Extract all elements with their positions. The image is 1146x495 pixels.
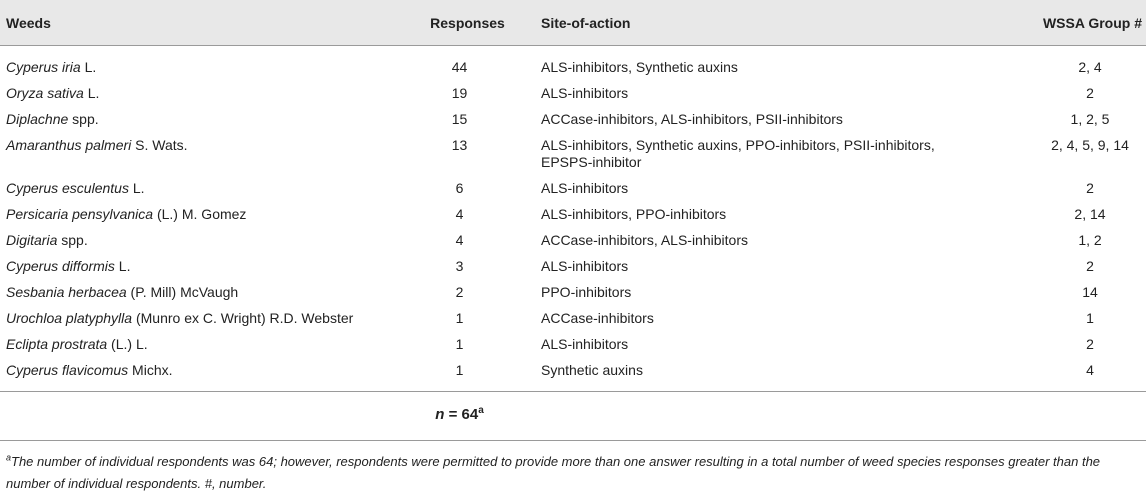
responses-cell: 4: [455, 206, 464, 222]
total-n-value: [435, 406, 484, 423]
table-row: [0, 201, 1146, 227]
site-of-action-cell: ALS-inhibitors: [541, 180, 629, 196]
table-row: [0, 227, 1146, 253]
responses-cell: 1: [400, 357, 535, 392]
total-cell: [400, 392, 535, 441]
weed-cell: [0, 46, 400, 81]
weed-authority: L.: [128, 180, 145, 196]
weed-species-name: Urochloa platyphylla: [6, 310, 133, 326]
weed-cell: [0, 175, 400, 201]
site-of-action-cell: ALS-inhibitors: [541, 336, 629, 352]
footnote-marker: a: [6, 452, 12, 463]
header-wssa-group: WSSA Group #: [990, 0, 1146, 46]
responses-cell: 1: [455, 310, 464, 326]
weed-authority: spp.: [68, 111, 99, 127]
wssa-group-cell: 2, 14: [1074, 206, 1106, 222]
total-empty-cell: [535, 392, 990, 441]
weed-authority: (Munro ex C. Wright) R.D. Webster: [132, 310, 354, 326]
weed-cell: [0, 80, 400, 106]
site-of-action-cell: ALS-inhibitors: [541, 85, 629, 101]
table-row: [0, 80, 1146, 106]
weed-authority: L.: [114, 258, 131, 274]
header-responses: Responses: [400, 0, 535, 46]
site-of-action-cell: ACCase-inhibitors: [541, 310, 654, 326]
weed-cell: [0, 227, 400, 253]
weed-authority: L.: [83, 85, 100, 101]
total-n-number: = 64: [444, 406, 479, 423]
responses-cell: 1: [455, 336, 464, 352]
table-row: [0, 132, 1146, 175]
site-of-action-cell: ALS-inhibitors: [541, 258, 629, 274]
site-of-action-cell: ACCase-inhibitors, ALS-inhibitors: [541, 232, 748, 248]
weed-species-name: Cyperus flavicomus: [6, 362, 129, 378]
total-empty-cell: [0, 392, 400, 441]
weed-authority: S. Wats.: [131, 137, 188, 153]
weed-species-name: Cyperus esculentus: [6, 180, 129, 196]
wssa-group-cell: 2: [1086, 258, 1094, 274]
responses-cell: 3: [455, 258, 464, 274]
weed-species-name: Cyperus difformis: [6, 258, 115, 274]
site-of-action-cell: ALS-inhibitors, Synthetic auxins, PPO-inhibitors, PSII-inhibitors, EPSPS-inhibitor: [541, 137, 935, 170]
wssa-group-cell: 2: [1086, 180, 1094, 196]
table-header: [0, 0, 1146, 46]
table-body: [0, 46, 1146, 441]
site-of-action-cell: ALS-inhibitors, Synthetic auxins: [541, 59, 738, 75]
weed-cell: [0, 253, 400, 279]
weed-species-name: Diplachne: [6, 111, 69, 127]
wssa-group-cell: 2: [1086, 85, 1094, 101]
weed-species-name: Eclipta prostrata: [6, 336, 108, 352]
table-row: [0, 106, 1146, 132]
weed-cell: [0, 331, 400, 357]
weed-cell: [0, 305, 400, 331]
weed-cell: [0, 279, 400, 305]
total-footnote-marker: a: [478, 405, 484, 416]
table-row: [0, 175, 1146, 201]
responses-cell: 15: [451, 111, 468, 127]
site-of-action-cell: PPO-inhibitors: [541, 284, 632, 300]
weed-cell: [0, 106, 400, 132]
responses-cell: 19: [451, 85, 468, 101]
header-weeds: Weeds: [0, 0, 400, 46]
weed-species-name: Cyperus iria: [6, 59, 81, 75]
weed-species-name: Persicaria pensylvanica: [6, 206, 154, 222]
weed-authority: L.: [80, 59, 97, 75]
footnote-text: The number of individual respondents was 64; however, respondents were permitted to provide more than one answer resulting in a total number of weed species responses greater than the number of individual respondents. #, number.: [6, 454, 1101, 491]
weed-species-name: Oryza sativa: [6, 85, 84, 101]
table-row: [0, 305, 1146, 331]
table-row: [0, 331, 1146, 357]
table-row: [0, 253, 1146, 279]
wssa-group-cell: 4: [990, 357, 1146, 392]
weed-cell: [0, 132, 400, 175]
weed-authority: (P. Mill) McVaugh: [126, 284, 239, 300]
wssa-group-cell: 14: [1082, 284, 1098, 300]
site-of-action-cell: ALS-inhibitors, PPO-inhibitors: [541, 206, 727, 222]
total-empty-cell: [990, 392, 1146, 441]
table-row: [0, 357, 1146, 392]
responses-cell: 13: [451, 137, 468, 153]
weed-authority: (L.) L.: [107, 336, 148, 352]
total-row: [0, 392, 1146, 441]
weed-cell: [0, 357, 400, 392]
wssa-group-cell: 1, 2, 5: [1070, 111, 1110, 127]
responses-cell: 4: [455, 232, 464, 248]
weed-authority: spp.: [57, 232, 88, 248]
table-row: [0, 279, 1146, 305]
wssa-group-cell: 1: [1086, 310, 1094, 326]
site-of-action-cell: ACCase-inhibitors, ALS-inhibitors, PSII-inhibitors: [541, 111, 843, 127]
total-n-symbol: n: [435, 406, 445, 423]
weed-cell: [0, 201, 400, 227]
wssa-group-cell: 2: [1086, 336, 1094, 352]
weed-authority: (L.) M. Gomez: [153, 206, 247, 222]
weed-species-name: Digitaria: [6, 232, 58, 248]
site-of-action-cell: Synthetic auxins: [535, 357, 990, 392]
header-row: [0, 0, 1146, 46]
wssa-group-cell: 2, 4, 5, 9, 14: [1051, 137, 1129, 153]
table-row: [0, 46, 1146, 81]
wssa-group-cell: 2, 4: [1078, 59, 1102, 75]
responses-cell: 44: [451, 59, 468, 75]
responses-cell: 6: [455, 180, 464, 196]
weed-authority: Michx.: [128, 362, 173, 378]
wssa-group-cell: 1, 2: [1078, 232, 1102, 248]
weed-species-name: Amaranthus palmeri: [6, 137, 132, 153]
header-site-of-action: Site-of-action: [535, 0, 990, 46]
weed-species-name: Sesbania herbacea: [6, 284, 127, 300]
table-footnote: [6, 451, 1142, 495]
responses-cell: 2: [455, 284, 464, 300]
